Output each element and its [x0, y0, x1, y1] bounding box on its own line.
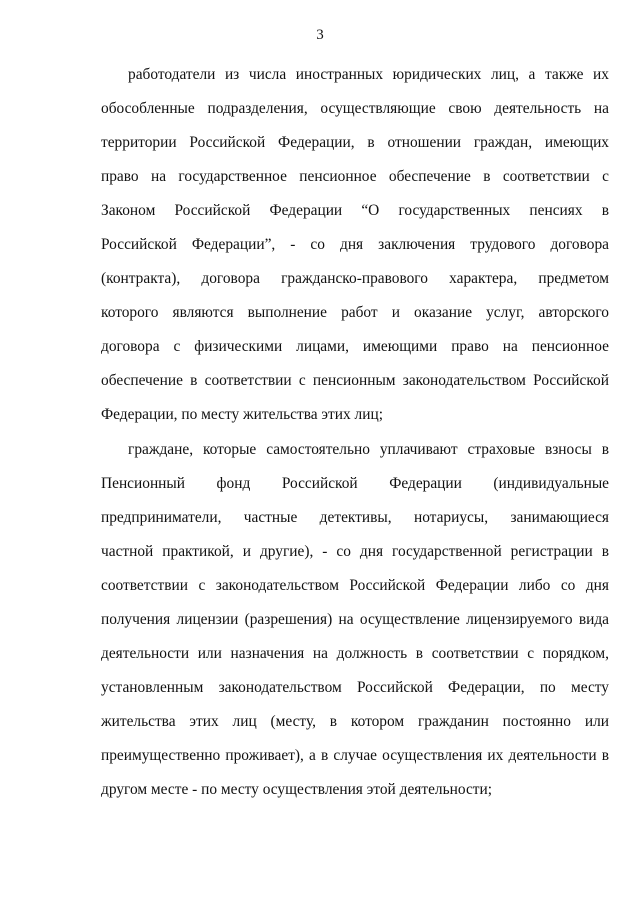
text-line: (контракта), договора гражданско-правового характера, предметом — [101, 270, 609, 288]
text-line: работодатели из числа иностранных юридических лиц, а также их — [128, 66, 609, 83]
text-line: преимущественно проживает), а в случае осуществления их деятельности в — [101, 746, 609, 764]
text-line: договора с физическими лицами, имеющими право на пенсионное — [101, 338, 609, 356]
text-line: другом месте - по месту осуществления этой деятельности; — [101, 780, 493, 798]
text-line: деятельности или назначения на должность в соответствии с порядком, — [101, 644, 609, 662]
text-line: получения лицензии (разрешения) на осуществление лицензируемого вида — [101, 610, 609, 628]
text-line: право на государственное пенсионное обеспечение в соответствии с — [101, 168, 609, 186]
text-line: обеспечение в соответствии с пенсионным законодательством Российской — [101, 372, 609, 390]
text-line: Федерации, по месту жительства этих лиц; — [101, 406, 383, 424]
text-line: частной практикой, и другие), - со дня государственной регистрации в — [101, 542, 609, 560]
text-line: которого являются выполнение работ и оказание услуг, авторского — [101, 304, 609, 322]
text-line: граждане, которые самостоятельно уплачивают страховые взносы в — [128, 440, 609, 458]
text-line: Пенсионный фонд Российской Федерации (индивидуальные — [101, 474, 609, 492]
text-line: соответствии с законодательством Российской Федерации либо со дня — [101, 576, 609, 594]
paragraph-self-employed — [101, 433, 609, 808]
text-line: территории Российской Федерации, в отношении граждан, имеющих — [101, 134, 609, 152]
text-line: Законом Российской Федерации “О государственных пенсиях в — [101, 202, 609, 220]
text-line: жительства этих лиц (месту, в котором гражданин постоянно или — [101, 712, 609, 730]
text-line: Российской Федерации”, - со дня заключения трудового договора — [101, 236, 609, 254]
paragraph-employers — [101, 58, 609, 433]
text-line: обособленные подразделения, осуществляющие свою деятельность на — [101, 100, 609, 118]
body-text — [101, 58, 609, 807]
text-line: установленным законодательством Российской Федерации, по месту — [101, 678, 609, 696]
page-number: 3 — [316, 27, 324, 43]
text-line: предприниматели, частные детективы, нотариусы, занимающиеся — [101, 508, 609, 526]
